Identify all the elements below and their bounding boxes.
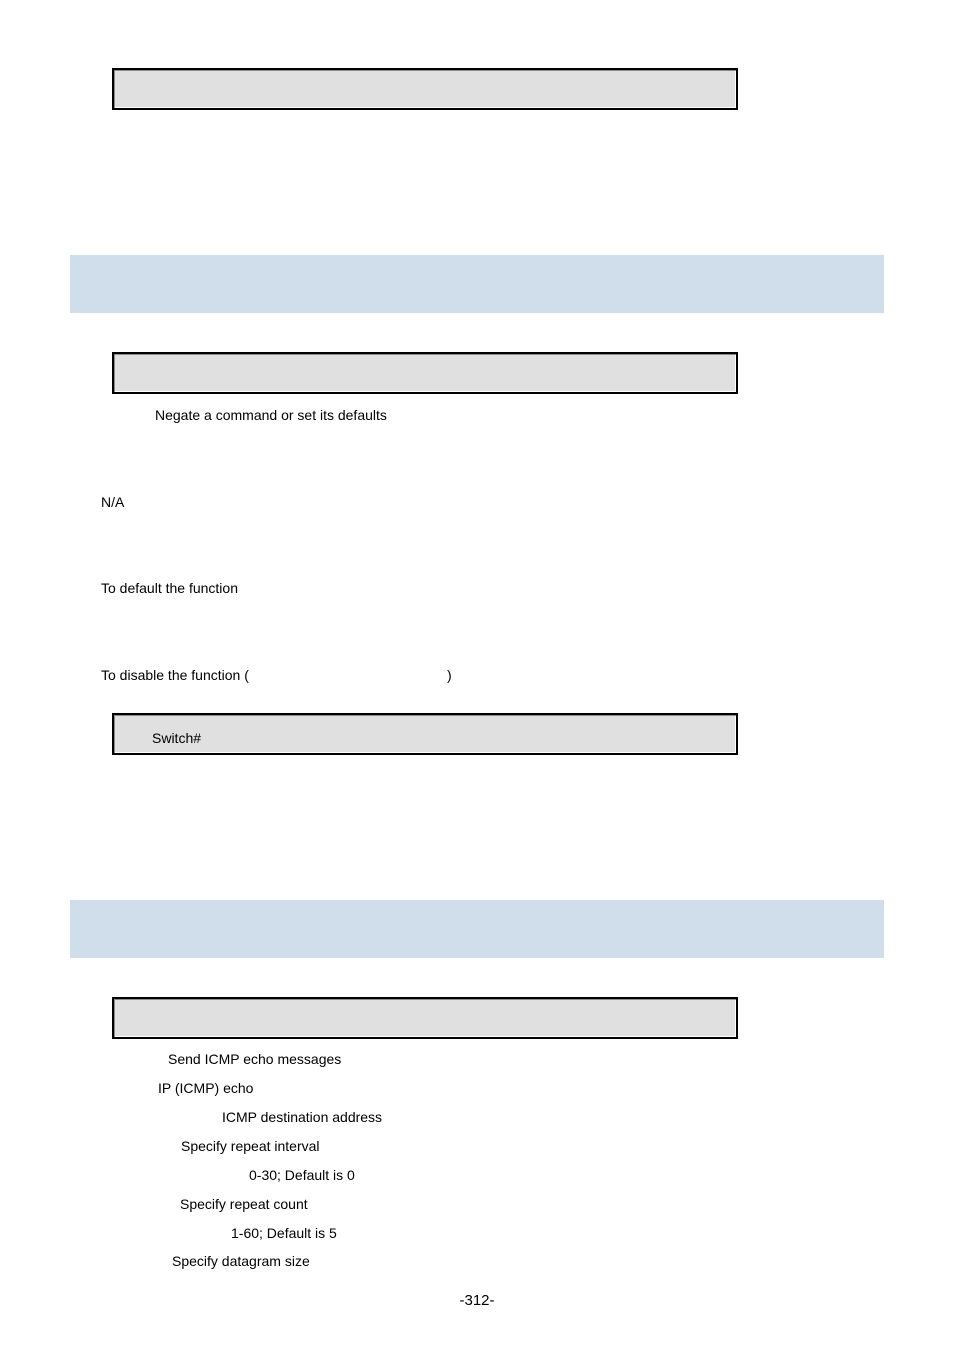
ping-destination: ICMP destination address — [222, 1109, 383, 1125]
ping-interval: Specify repeat interval — [181, 1138, 320, 1154]
section-heading-band — [70, 255, 884, 313]
no-disable-open: To disable the function ( — [101, 667, 249, 683]
ping-count-range: 1-60; Default is 5 — [231, 1225, 337, 1241]
ping-size: Specify datagram size — [172, 1253, 310, 1269]
page-number: -312- — [459, 1292, 495, 1309]
ping-count: Specify repeat count — [180, 1196, 308, 1212]
no-disable-close: ) — [447, 667, 452, 683]
example-box-no — [112, 713, 738, 755]
ping-ip-echo: IP (ICMP) echo — [158, 1080, 254, 1096]
command-box-top — [112, 68, 738, 110]
no-parameter: N/A — [101, 494, 125, 510]
ping-description: Send ICMP echo messages — [168, 1051, 342, 1067]
no-description: Negate a command or set its defaults — [155, 407, 387, 423]
syntax-box-no — [112, 352, 738, 394]
section-heading-band — [70, 900, 884, 958]
no-default: To default the function — [101, 580, 238, 596]
syntax-box-ping — [112, 997, 738, 1039]
switch-prompt: Switch# — [152, 730, 202, 746]
ping-interval-range: 0-30; Default is 0 — [249, 1167, 355, 1183]
